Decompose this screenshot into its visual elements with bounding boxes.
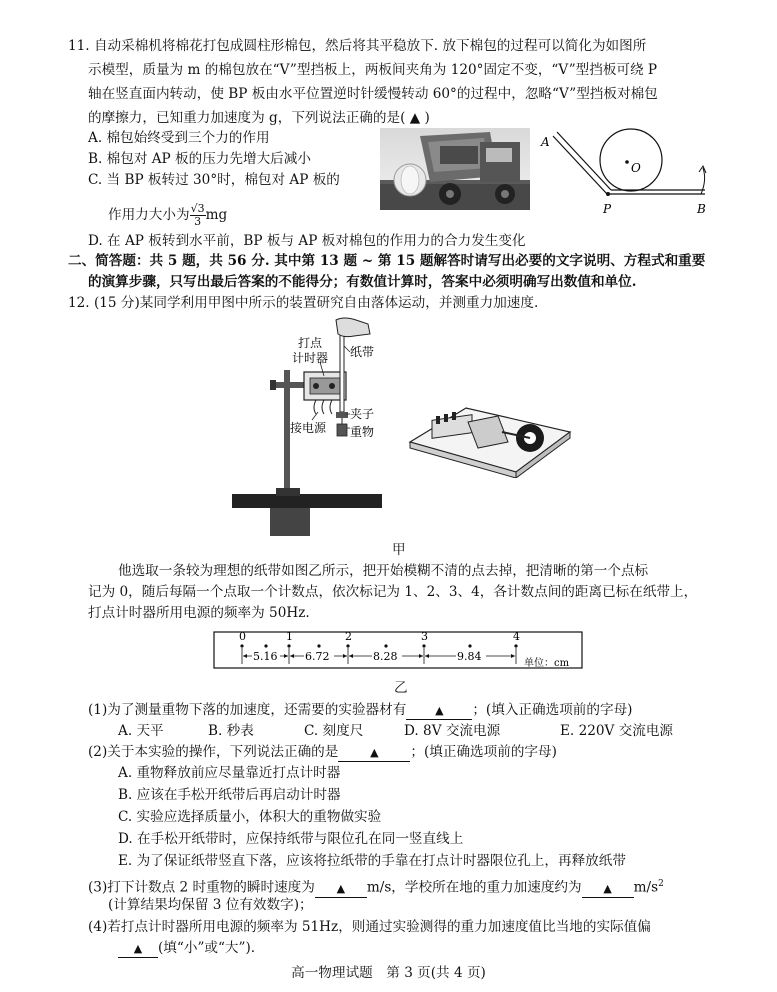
q12-sub3-note: (计算结果均保留 3 位有效数字)； (108, 897, 313, 913)
q11-option-c-prefix: 作用力大小为 (108, 207, 190, 223)
label-timer-line-2: 计时器 (292, 351, 329, 365)
blank-triangle: ▲ (133, 942, 143, 955)
label-tape: 纸带 (350, 345, 375, 359)
q11-fraction-numerator: √3 (190, 202, 205, 215)
section-2-heading-line-1: 二、简答题：共 5 题，共 56 分. 其中第 13 题 ~ 第 15 题解答时请写出必要的文字说明、方程式和重要 (68, 253, 706, 269)
q11-stem-line-4: 的摩擦力，已知重力加速度为 g，下列说法正确的是( ▲ ) (88, 110, 430, 126)
q12-sub1-option-e: E. 220V 交流电源 (560, 723, 674, 739)
label-b: B (697, 202, 706, 216)
tape-point-label-3: 3 (421, 630, 428, 643)
label-weight: 重物 (350, 425, 375, 439)
tape-distance-2-3: 8.28 (373, 650, 398, 663)
q12-sub1-instruction: ；(填入正确选项前的字母) (472, 702, 633, 718)
q11-option-c-suffix: mg (205, 207, 228, 223)
q12-sub1-answer-blank[interactable] (406, 702, 472, 720)
q11-option-c-line-2 (108, 200, 227, 230)
label-clip: 夹子 (350, 407, 375, 421)
q12-intro: 12. (15 分)某同学利用甲图中所示的装置研究自由落体运动，并测重力加速度. (68, 295, 539, 311)
figure-jia-caption: 甲 (392, 542, 406, 558)
cotton-picker-photo (380, 128, 530, 210)
label-timer-line-1: 打点 (298, 336, 323, 350)
q12-sub2-option-c: C. 实验应选择质量小，体积大的重物做实验 (118, 809, 382, 825)
q12-sub2-text: (2)关于本实验的操作，下列说法正确的是 (88, 744, 339, 760)
q12-sub2-instruction: ；(填正确选项前的字母) (410, 744, 557, 760)
q12-sub3 (88, 874, 664, 898)
label-p: P (603, 202, 612, 216)
q12-sub3-exponent: 2 (658, 879, 664, 889)
q11-v-board-diagram (535, 122, 735, 220)
blank-triangle: ▲ (603, 881, 612, 895)
q12-sub3-velocity-blank[interactable] (315, 880, 367, 898)
q12-para-line-3: 打点计时器所用电源的频率为 50Hz. (88, 605, 310, 621)
label-o: O (631, 161, 641, 175)
q12-sub3-text: (3)打下计数点 2 时重物的瞬时速度为 (88, 879, 315, 896)
tape-point-label-2: 2 (345, 630, 352, 643)
tape-point-label-1: 1 (286, 630, 293, 643)
label-a: A (541, 135, 550, 149)
q11-stem-line-2: 示模型，质量为 m 的棉包放在“V”型挡板上，两板间夹角为 120°固定不变，“V”型挡板可绕 P (88, 62, 658, 78)
figure-jia-timer-closeup (406, 402, 572, 478)
q12-sub2-option-b: B. 应该在手松开纸带后再启动计时器 (118, 787, 341, 803)
q12-sub3-unit-acceleration: m/s (633, 879, 659, 896)
q12-sub4-instruction: (填“小”或“大”). (158, 940, 256, 956)
q12-sub3-unit-velocity: m/s，学校所在地的重力加速度约为 (366, 879, 582, 896)
q12-sub1-text: (1)为了测量重物下落的加速度，还需要的实验器材有 (88, 702, 407, 718)
tape-distance-1-2: 6.72 (305, 650, 330, 663)
tape-distance-0-1: 5.16 (253, 650, 278, 663)
q11-option-a: A. 棉包始终受到三个力的作用 (88, 130, 270, 146)
q11-option-d: D. 在 AP 板转到水平前，BP 板与 AP 板对棉包的作用力的合力发生变化 (88, 233, 526, 249)
q11-stem-line-3: 轴在竖直面内转动，使 BP 板由水平位置逆时针缓慢转动 60°的过程中，忽略“V”型挡板对棉包 (88, 86, 658, 102)
q12-sub1 (88, 700, 632, 720)
q12-sub4-line-2 (118, 938, 255, 958)
tape-point-label-4: 4 (513, 630, 520, 643)
q12-sub1-option-d: D. 8V 交流电源 (404, 723, 501, 739)
blank-triangle: ▲ (435, 704, 444, 717)
q12-para-line-1: 他选取一条较为理想的纸带如图乙所示，把开始模糊不清的点去掉，把清晰的第一个点标 (118, 563, 649, 579)
q12-para-line-2: 记为 0，随后每隔一个点取一个计数点，依次标记为 1、2、3、4，各计数点间的距离已标在纸带上， (88, 584, 698, 600)
q12-sub2-option-d: D. 在手松开纸带时，应保持纸带与限位孔在同一竖直线上 (118, 831, 464, 847)
figure-yi-paper-tape (212, 624, 590, 674)
q12-sub4-answer-blank[interactable] (118, 940, 158, 958)
q12-sub1-option-b: B. 秒表 (208, 723, 254, 739)
tape-distance-3-4: 9.84 (457, 650, 482, 663)
q12-sub2-answer-blank[interactable] (338, 744, 410, 762)
tape-point-label-0: 0 (239, 630, 246, 643)
q11-stem-line-1: 11. 自动采棉机将棉花打包成圆柱形棉包，然后将其平稳放下. 放下棉包的过程可以简化为如图所 (68, 38, 647, 54)
cotton-bale-circle (600, 129, 662, 191)
q12-sub2 (88, 742, 557, 762)
q12-sub3-gravity-blank[interactable] (582, 880, 634, 898)
blank-triangle: ▲ (336, 881, 346, 895)
q12-sub2-option-a: A. 重物释放前应尽量靠近打点计时器 (118, 765, 341, 781)
tape-unit: 单位：cm (524, 658, 570, 669)
q12-sub1-option-c: C. 刻度尺 (304, 723, 364, 739)
q11-fraction-denominator: 3 (194, 215, 202, 228)
blank-triangle: ▲ (370, 746, 379, 759)
figure-yi-caption: 乙 (394, 680, 408, 696)
q11-option-c-line-1: C. 当 BP 板转过 30°时，棉包对 AP 板的 (88, 172, 340, 188)
q11-option-b: B. 棉包对 AP 板的压力先增大后减小 (88, 151, 311, 167)
q12-sub2-option-e: E. 为了保证纸带竖直下落，应该将拉纸带的手靠在打点计时器限位孔上，再释放纸带 (118, 853, 626, 869)
section-2-heading-line-2: 的演算步骤，只写出最后答案的不能得分；有数值计算时，答案中必须明确写出数值和单位. (88, 274, 637, 290)
q12-sub1-option-a: A. 天平 (118, 723, 164, 739)
q11-fraction (190, 203, 206, 228)
label-power: 接电源 (290, 421, 327, 435)
page-footer: 高一物理试题 第 3 页(共 4 页) (291, 965, 486, 981)
q12-sub4-line-1: (4)若打点计时器所用电源的频率为 51Hz，则通过实验测得的重力加速度值比当地的实际值偏 (88, 919, 651, 935)
figure-jia-apparatus (232, 316, 382, 538)
